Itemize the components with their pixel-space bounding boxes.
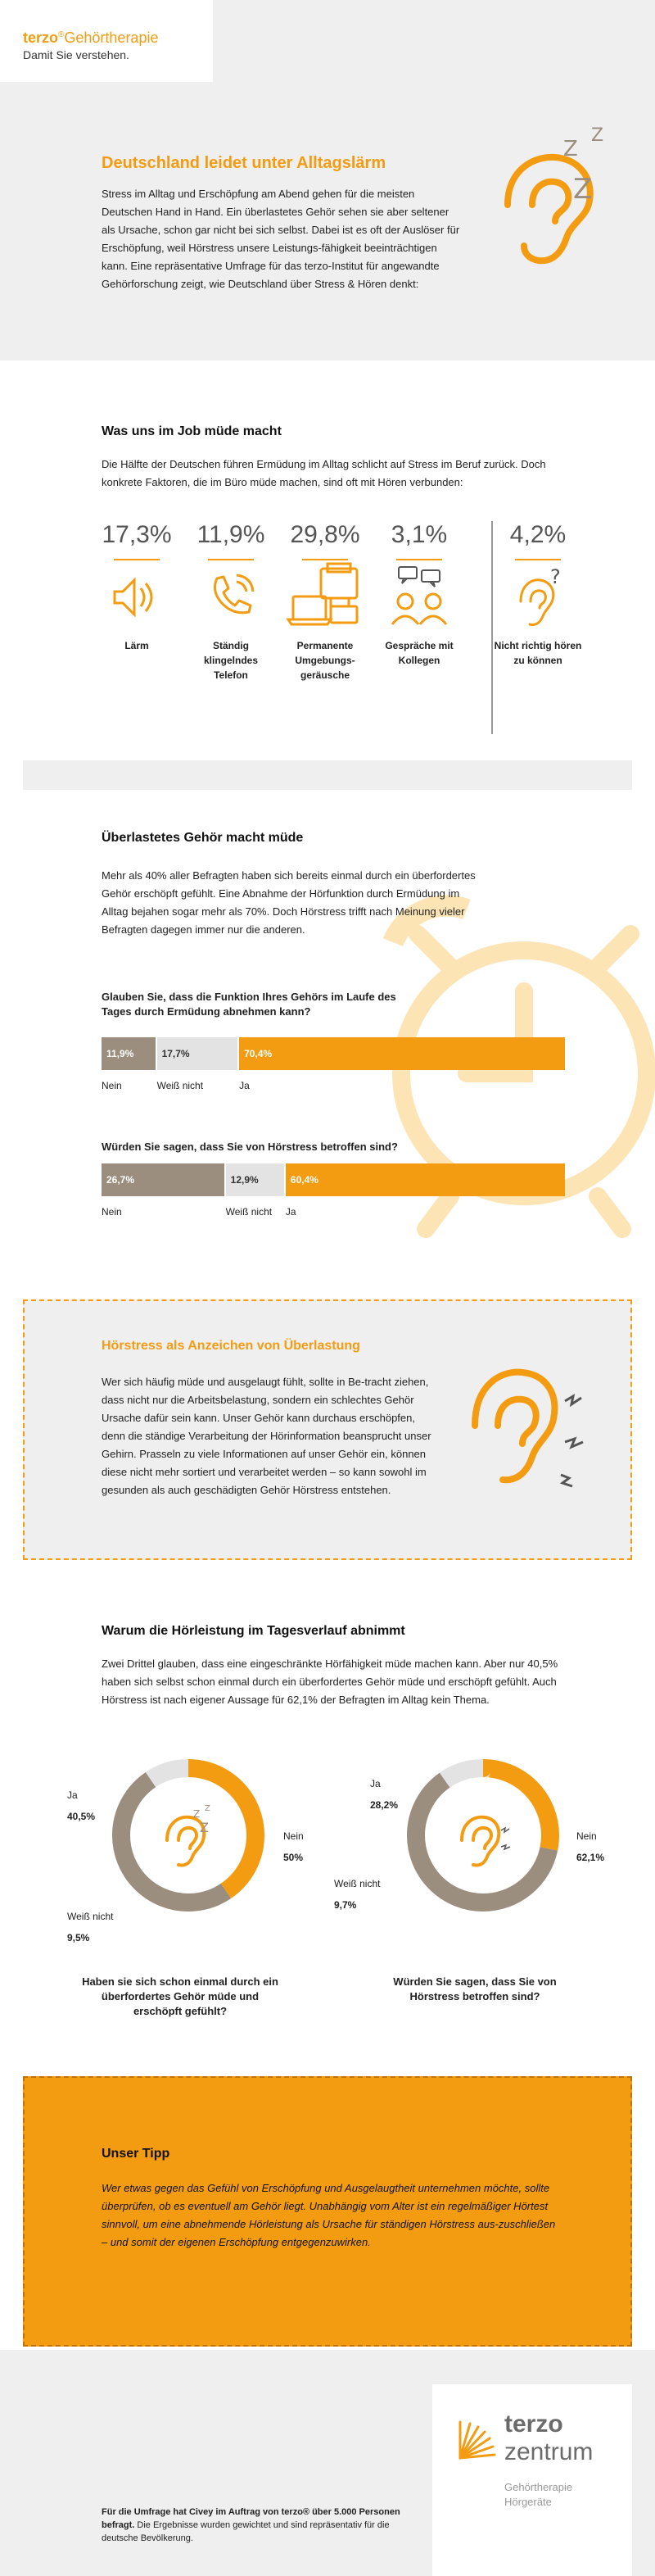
stress-text: Wer sich häufig müde und ausgelaugt fühlt, sollte in Be-tracht ziehen, dass nicht nur die Arbeitsbelastung, sondern ein schlechtes Gehör Ursache dafür sein kann. Unser Gehör kann durchaus erschöpfen, denn die ständige Verarbeitung der Hörinformation beansprucht unser Gehirn. Prasseln zu viele Informationen auf unser Gehör ein, können diese nicht mehr sortiert und verarbeitet werden – so kann sowohl im gesunden als auch geschädigten Gehör Hörstress entstehen. bbox=[102, 1376, 431, 1496]
q2-bar bbox=[102, 1163, 567, 1196]
segment-name: Weiß nicht bbox=[334, 1878, 381, 1889]
decline-title: Warum die Hörleistung im Tagesverlauf abnimmt bbox=[102, 1624, 405, 1638]
bar-value: 17,7% bbox=[161, 1048, 190, 1059]
z-letter: Z bbox=[193, 1808, 201, 1820]
stat-item bbox=[186, 521, 276, 683]
donut1-question: Haben sie sich schon einmal durch ein überfordertes Gehör müde und erschöpft gefühlt? bbox=[82, 1975, 278, 2017]
bar-value: 60,4% bbox=[290, 1174, 318, 1186]
brand-title bbox=[23, 29, 213, 47]
stat-item bbox=[374, 521, 464, 668]
sun-logo-icon bbox=[452, 2417, 501, 2466]
ear-question-icon bbox=[493, 560, 583, 634]
z-letter: Z bbox=[591, 125, 604, 146]
z-letter: Z bbox=[563, 137, 578, 161]
q2-labels bbox=[102, 1206, 567, 1221]
stat-value: 29,8% bbox=[290, 521, 360, 548]
bar-segment-weiss-nicht bbox=[157, 1037, 238, 1070]
job-stats bbox=[92, 521, 583, 734]
footer-logo-line2: zentrum bbox=[504, 2438, 594, 2465]
q2-question: Würden Sie sagen, dass Sie von Hörstress betroffen sind? bbox=[102, 1141, 398, 1153]
brand-product: Gehörtherapie bbox=[64, 29, 159, 46]
q1-bar bbox=[102, 1037, 567, 1070]
brand-tagline: Damit Sie verstehen. bbox=[23, 48, 129, 61]
sleeping-ear-icon bbox=[156, 1803, 221, 1868]
segment-name: Ja bbox=[67, 1789, 78, 1801]
tired-title: Überlastetes Gehör macht müde bbox=[102, 831, 304, 845]
segment-value: 62,1% bbox=[576, 1852, 605, 1863]
bar-value: 11,9% bbox=[106, 1048, 134, 1059]
bar-label: Weiß nicht bbox=[225, 1206, 273, 1218]
stat-value: 11,9% bbox=[196, 521, 265, 548]
z-letter: Z bbox=[200, 1820, 209, 1835]
donut1-label-ja bbox=[67, 1785, 95, 1827]
stat-value: 4,2% bbox=[509, 521, 567, 548]
segment-value: 40,5% bbox=[67, 1811, 96, 1822]
stat-item bbox=[280, 521, 370, 683]
segment-value: 28,2% bbox=[370, 1799, 399, 1811]
bar-label: Nein bbox=[102, 1080, 122, 1091]
donut2-question: Würden Sie sagen, dass Sie von Hörstress betroffen sind? bbox=[393, 1975, 557, 2002]
brand-reg: ® bbox=[58, 30, 65, 39]
ear-lightning-icon bbox=[458, 1344, 606, 1508]
sleeping-ear-icon bbox=[475, 123, 630, 279]
stat-value: 3,1% bbox=[391, 521, 448, 548]
bar-label: Nein bbox=[102, 1206, 122, 1218]
bar-segment-ja bbox=[286, 1163, 565, 1196]
donut2-label-ja bbox=[370, 1773, 398, 1816]
stat-value: 17,3% bbox=[102, 521, 172, 548]
tired-text: Mehr als 40% aller Befragten haben sich bereits einmal durch ein überfordertes Gehör erschöpft gefühlt. Eine Abnahme der Hörfunktion durch Ermüdung im Alltag bejahen sogar mehr als 70%. Doch Hörstress trifft nach Meinung vieler Befragten dagegen immer nur die anderen. bbox=[102, 869, 476, 936]
job-title: Was uns im Job müde macht bbox=[102, 424, 282, 438]
segment-name: Ja bbox=[370, 1778, 381, 1789]
stat-label: Lärm bbox=[124, 640, 149, 651]
footer-source-bold: Für die Umfrage hat Civey im Auftrag von terzo® über 5.000 Personen befragt. bbox=[102, 2507, 400, 2530]
segment-value: 50% bbox=[283, 1852, 304, 1863]
z-letter: Z bbox=[573, 173, 593, 206]
bar-segment-nein bbox=[102, 1163, 224, 1196]
tip-title: Unser Tipp bbox=[102, 2147, 170, 2161]
job-text: Die Hälfte der Deutschen führen Ermüdung im Alltag schlicht auf Stress im Beruf zurück. Doch konkrete Faktoren, die im Büro müde machen, sind oft mit Hören verbunden: bbox=[102, 458, 546, 488]
bar-value: 12,9% bbox=[230, 1174, 259, 1186]
section-divider-panel bbox=[23, 760, 632, 790]
speaker-icon bbox=[92, 560, 182, 634]
decline-text: Zwei Drittel glauben, dass eine eingeschränkte Hörfähigkeit müde machen kann. Aber nur 40,5% haben sich selbst schon einmal durch ein überfordertes Gehör müde und erschöpft gefühlt. Auch Hörstress ist nach eigener Aussage für 62,1% der Befragten im Alltag kein Thema. bbox=[102, 1658, 558, 1706]
bar-label: Ja bbox=[285, 1206, 296, 1218]
stat-label: Permanente Umgebungs-geräusche bbox=[295, 640, 355, 681]
stat-item bbox=[92, 521, 182, 653]
bar-segment-nein bbox=[102, 1037, 156, 1070]
z-letter: Z bbox=[205, 1804, 210, 1813]
stress-title: Hörstress als Anzeichen von Überlastung bbox=[102, 1339, 360, 1353]
donut2-label-nein bbox=[576, 1825, 604, 1868]
segment-name: Nein bbox=[283, 1830, 304, 1842]
bar-value: 70,4% bbox=[244, 1048, 273, 1059]
tip-text: Wer etwas gegen das Gefühl von Erschöpfung und Ausgelaugtheit unternehmen möchte, sollte überprüfen, ob es eventuell am Gehör liegt. Unabhängig vom Alter ist ein regelmäßiger Hörtest sinnvoll, um eine abnehmende Hörleistung als Ursache für ständigen Hörstress aus-zuschließen – und somit der eigenen Erschöpfung entgegenzuwirken. bbox=[102, 2182, 556, 2248]
donut2-label-weiss-nicht bbox=[334, 1873, 380, 1916]
stat-label: Ständig klingelndes Telefon bbox=[203, 640, 259, 681]
phone-icon bbox=[186, 560, 276, 634]
segment-name: Nein bbox=[576, 1830, 597, 1842]
colleagues-talking-icon bbox=[374, 560, 464, 634]
intro-title: Deutschland leidet unter Alltagslärm bbox=[102, 154, 386, 172]
intro-text: Stress im Alltag und Erschöpfung am Abend gehen für die meisten Deutschen Hand in Hand. Ein überlastetes Gehör sehen sie aber seltener als Ursache, schon gar nicht bei sich selbst. Dabei ist es oft der Auslöser für Erschöpfung, weil Hörstress unsere Leistungs-fähigkeit beeinträchtigen kann. Eine repräsentative Umfrage für das terzo-Institut für angewandte Gehörforschung zeigt, wie Deutschland über Stress & Hören denkt: bbox=[102, 188, 460, 290]
footer-logo-sub1: Gehörtherapie bbox=[504, 2481, 573, 2493]
footer-logo-sub2: Hörgeräte bbox=[504, 2496, 552, 2508]
ear-lightning-icon bbox=[450, 1803, 516, 1868]
footer-source-rest: Die Ergebnisse wurden gewichtet und sind repräsentativ für die deutsche Bevölkerung. bbox=[102, 2520, 390, 2543]
footer-source bbox=[102, 2506, 413, 2545]
bar-value: 26,7% bbox=[106, 1174, 135, 1186]
stat-item bbox=[493, 521, 583, 668]
q1-labels bbox=[102, 1080, 567, 1095]
stat-label: Gespräche mit Kollegen bbox=[385, 640, 454, 666]
q1-question: Glauben Sie, dass die Funktion Ihres Gehörs im Laufe des Tages durch Ermüdung abnehmen kann? bbox=[102, 991, 396, 1018]
bar-label: Weiß nicht bbox=[156, 1080, 204, 1091]
brand-name: terzo bbox=[23, 29, 59, 46]
donut1-label-weiss-nicht bbox=[67, 1906, 113, 1948]
segment-name: Weiß nicht bbox=[67, 1911, 114, 1922]
donut1-label-nein bbox=[283, 1825, 304, 1868]
bar-segment-weiss-nicht bbox=[226, 1163, 284, 1196]
bar-segment-ja bbox=[239, 1037, 565, 1070]
brand-box bbox=[0, 0, 213, 82]
segment-value: 9,5% bbox=[67, 1932, 90, 1943]
footer-logo-line1: terzo bbox=[504, 2410, 563, 2438]
bar-label: Ja bbox=[239, 1080, 250, 1091]
segment-value: 9,7% bbox=[334, 1899, 357, 1911]
office-devices-icon bbox=[280, 560, 370, 634]
question-mark: ? bbox=[550, 565, 561, 588]
stat-label: Nicht richtig hören zu können bbox=[494, 640, 582, 666]
